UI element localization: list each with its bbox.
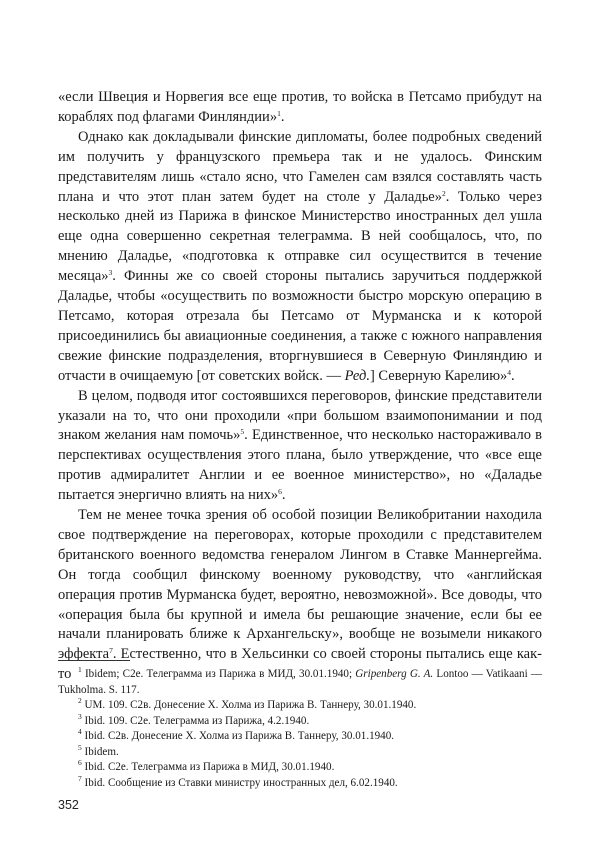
footnote: $^2$ UM. 109. C2в. Донесение Х. Холма из Парижа В. Таннеру, 30.01.1940. bbox=[78, 696, 417, 711]
footnote-number: 3 bbox=[78, 711, 82, 721]
footnote-number: 2 bbox=[78, 696, 82, 705]
footnote: $^6$ Ibid. C2e. Телеграмма из Парижа в МИД, 30.01.1940. bbox=[78, 758, 335, 773]
author-name: Gripenberg G. A. bbox=[355, 668, 434, 680]
paragraph: Однако как докладывали финские дипломаты, более подробных сведений им получить у французского премьера так и не удалось. Финским представителям лишь «стало ясно, что Гамелен сам взялся составлять часть плана и что этот план затем будет на столе у Даладье»$^2$. Только через несколько дней из Парижа в финское Министерство иностранных дел ушла еще одна совершенно секретная телеграмма. В ней сообщалось, что, по мнению Даладье, «подготовка к отправке сил осуществится в течение месяца»$^3$. Финны же со своей стороны пытались заручиться поддержкой Даладье, чтобы «осуществить по возможности быстро морскую операцию в Петсамо, которая отрезала бы Петсамо от Мурманска и к которой присоединились бы авиационные соединения, а также с южного направления свежие финские подразделения, вторгнувшиеся в Северную Финляндию и отчасти в очищаемую [от советских войск. — Ред.] Северную Карелию»$^4$. bbox=[58, 128, 542, 384]
footnote-ref: 5 bbox=[240, 427, 245, 437]
footnote-ref: 1 bbox=[277, 108, 281, 118]
footnote-ref: 3 bbox=[108, 268, 113, 278]
footnote: $^7$ Ibid. Сообщение из Ставки министру иностранных дел, 6.02.1940. bbox=[78, 773, 398, 789]
footnote-ref: 7 bbox=[109, 646, 113, 656]
footnote-number: 7 bbox=[78, 773, 82, 783]
italic-text: Ред. bbox=[344, 367, 370, 384]
footnote-ref: 4 bbox=[507, 367, 512, 377]
footnote: $^3$ Ibid. 109. C2e. Телеграмма из Парижа, 4.2.1940. bbox=[78, 711, 310, 727]
footnote-number: 6 bbox=[78, 758, 82, 767]
footnote: $^5$ Ibidem. bbox=[78, 742, 119, 758]
footnote-number: 4 bbox=[78, 727, 82, 736]
footnote-ref: 6 bbox=[278, 487, 282, 497]
footnote-number: 1 bbox=[78, 665, 82, 674]
footnote: $^4$ Ibid. C2в. Донесение Х. Холма из Парижа В. Таннеру, 30.01.1940. bbox=[78, 727, 395, 742]
main-text bbox=[58, 88, 542, 685]
footnote-ref: 2 bbox=[442, 188, 446, 198]
footnote: $^1$ Ibidem; C2e. Телеграмма из Парижа в МИД, 30.01.1940; Gripenberg G. A. Lontoo — Vatikaani — Tukholma. S. 117. bbox=[58, 665, 542, 696]
footnote-separator bbox=[58, 660, 130, 661]
paragraph: Тем не менее точка зрения об особой позиции Великобритании находила свое подтверждение на переговорах, которые проходили с представителем британского военного ведомства генералом Лингом в Ставке Маннергейма. Он тогда сообщил финскому военному руководству, что «английская операция против Мурманска будет, вероятно, невозможной». Все доводы, что «операция была бы крупной и имела бы решающие значение, если бы ее начали планировать ближе к Архангельску», вообще не возымели никакого эффекта$^7$. Естественно, что в Хельсинки со своей стороны пытались еще как-то bbox=[58, 507, 542, 683]
footnote-number: 5 bbox=[78, 742, 82, 752]
paragraph: В целом, подводя итог состоявшихся переговоров, финские представители указали на то, что они проходили «при большом взаимопонимании и под знаком желания нам помочь»$^5$. Единственное, что несколько настораживало в перспективах осуществления этого плана, было утверждение, что «все еще против адмиралитет Англии и ее военное министерство», но «Даладье пытается энергично влиять на них»$^6$. bbox=[58, 387, 542, 504]
page-number: 352 bbox=[58, 798, 79, 812]
footnotes bbox=[58, 667, 542, 791]
paragraph: «если Швеция и Норвегия все еще против, то войска в Петсамо прибудут на кораблях под флагами Финляндии»$^1$. bbox=[58, 89, 542, 125]
